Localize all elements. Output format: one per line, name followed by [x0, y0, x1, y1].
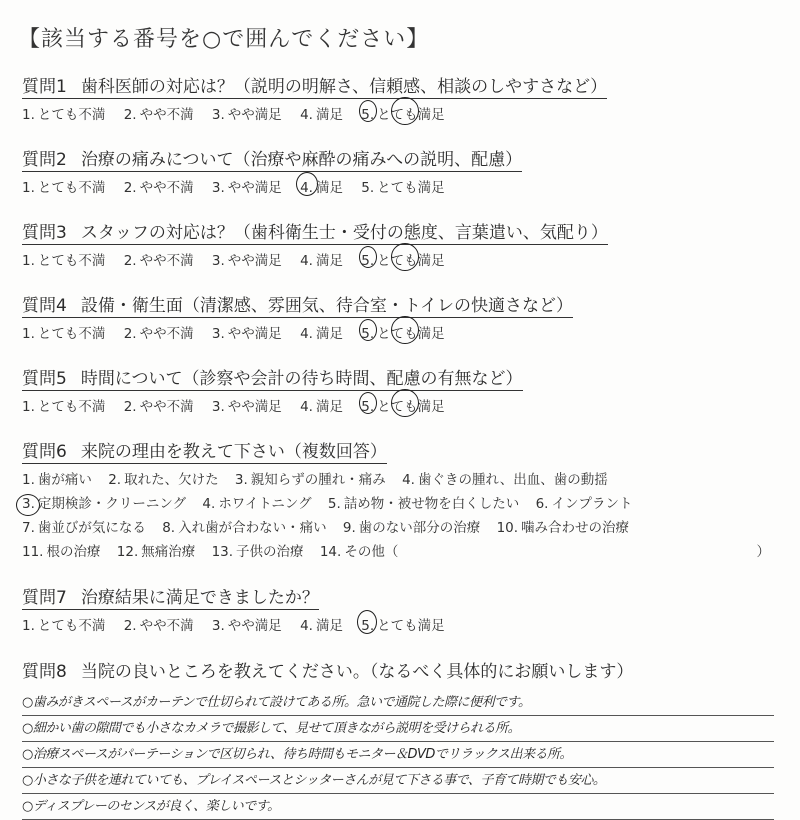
rating-option-5[interactable] — [361, 103, 444, 123]
option-label: とても不満 — [37, 326, 106, 342]
option-number: 2. — [123, 399, 137, 415]
question-text: 治療の痛みについて（治療や麻酔の痛みへの説明、配慮） — [80, 150, 523, 170]
option-label: 詰め物・被せ物を白くしたい — [343, 496, 520, 512]
rating-option-3[interactable] — [212, 176, 282, 196]
option-number: 4. — [300, 399, 313, 415]
question-number: 質問6 — [22, 442, 67, 462]
reason-option[interactable] — [22, 492, 186, 516]
reason-option-other[interactable] — [320, 540, 398, 564]
rating-option-3[interactable] — [212, 103, 282, 123]
option-label: その他（ — [344, 544, 399, 560]
rating-option-2[interactable] — [124, 249, 194, 269]
option-number: 3. — [211, 180, 225, 196]
option-number: 4. — [300, 180, 313, 196]
option-label: 親知らずの腫れ・痛み — [250, 472, 386, 488]
reason-option[interactable] — [402, 468, 608, 492]
option-number: 3. — [234, 472, 248, 488]
question-number: 質問2 — [22, 150, 67, 170]
reason-option[interactable] — [328, 492, 519, 516]
rating-option-1[interactable] — [22, 103, 105, 123]
question-number: 質問3 — [22, 223, 67, 243]
reason-option[interactable] — [162, 516, 326, 540]
option-number: 5. — [361, 326, 375, 342]
option-number: 4. — [300, 618, 313, 634]
option-label: 満足 — [315, 107, 343, 123]
option-number: 4. — [202, 496, 216, 512]
reason-option[interactable] — [22, 468, 92, 492]
rating-options — [22, 614, 782, 634]
option-label: やや不満 — [139, 107, 194, 123]
option-number: 1. — [22, 107, 35, 123]
option-label: やや不満 — [139, 618, 194, 634]
page-title: 【該当する番号を○で囲んでください】 — [18, 27, 430, 52]
rating-option-4[interactable] — [300, 176, 343, 196]
option-label: 歯ぐきの腫れ、出血、歯の動揺 — [417, 472, 608, 488]
reason-option[interactable] — [235, 468, 386, 492]
rating-option-2[interactable] — [124, 103, 194, 123]
option-number: 4. — [300, 107, 313, 123]
rating-option-1[interactable] — [22, 395, 105, 415]
option-label: とても不満 — [37, 618, 106, 634]
question-text: 当院の良いところを教えてください。（なるべく具体的にお願いします） — [80, 662, 634, 682]
answer-line: ○小さな子供を連れていても、プレイスペースとシッターさんが見て下さる事で、子育て時期でも安心。 — [22, 768, 774, 794]
option-number: 12. — [116, 544, 139, 560]
option-number: 1. — [22, 180, 35, 196]
rating-options — [22, 395, 782, 415]
question-header — [22, 72, 607, 99]
freeform-answer[interactable] — [22, 690, 774, 820]
rating-option-3[interactable] — [212, 395, 282, 415]
option-label: 噛み合わせの治療 — [521, 520, 630, 536]
question-number: 質問1 — [22, 77, 67, 97]
option-number: 9. — [342, 520, 356, 536]
answer-line: ○治療スペースがパーテーションで区切られ、待ち時間もモニター＆DVDでリラックス出来る所。 — [22, 742, 774, 768]
reason-option[interactable] — [212, 540, 304, 564]
option-label: とても不満 — [37, 399, 106, 415]
option-number: 1. — [22, 326, 35, 342]
reason-row — [22, 540, 782, 564]
option-label: やや満足 — [227, 326, 282, 342]
rating-option-1[interactable] — [22, 249, 105, 269]
option-label: とても不満 — [37, 107, 106, 123]
question-header — [22, 583, 319, 610]
question-number: 質問8 — [22, 662, 67, 682]
option-label: インプラント — [551, 496, 633, 512]
reason-options — [22, 468, 782, 564]
option-label: 満足 — [315, 618, 343, 634]
question-2 — [22, 145, 782, 196]
question-header — [22, 218, 608, 245]
option-number: 1. — [22, 399, 35, 415]
rating-option-2[interactable] — [124, 176, 194, 196]
rating-option-1[interactable] — [22, 322, 105, 342]
option-label: やや満足 — [227, 618, 282, 634]
option-number: 5. — [361, 399, 375, 415]
rating-options — [22, 176, 782, 196]
reason-option[interactable] — [117, 540, 195, 564]
option-label: 取れた、欠けた — [124, 472, 219, 488]
option-label: とても満足 — [377, 107, 445, 123]
option-label: とても満足 — [377, 618, 445, 634]
question-text: 設備・衛生面（清潔感、雰囲気、待合室・トイレの快適さなど） — [80, 296, 573, 316]
rating-option-5[interactable] — [361, 322, 444, 342]
rating-option-4[interactable] — [300, 395, 343, 415]
question-header — [22, 657, 633, 683]
question-text: スタッフの対応は？（歯科衛生士・受付の態度、言葉遣い、気配り） — [80, 223, 608, 243]
reason-option[interactable] — [343, 516, 480, 540]
option-number: 2. — [123, 107, 137, 123]
rating-option-2[interactable] — [124, 614, 194, 634]
reason-row — [22, 468, 782, 492]
other-close-paren: ） — [756, 544, 770, 560]
reason-option[interactable] — [22, 540, 100, 564]
option-label: 歯が痛い — [37, 472, 92, 488]
rating-option-4[interactable] — [300, 614, 343, 634]
option-number: 1. — [22, 253, 35, 269]
answer-line: ○細かい歯の隙間でも小さなカメラで撮影して、見せて頂きながら説明を受けられる所。 — [22, 716, 774, 742]
option-label: とても満足 — [377, 399, 445, 415]
option-number: 5. — [361, 253, 375, 269]
option-number: 4. — [300, 253, 313, 269]
question-number: 質問5 — [22, 369, 67, 389]
option-label: とても満足 — [377, 326, 445, 342]
option-number: 6. — [535, 496, 549, 512]
question-8 — [22, 657, 782, 683]
option-label: とても満足 — [377, 253, 445, 269]
reason-option[interactable] — [22, 516, 146, 540]
option-label: やや不満 — [139, 399, 194, 415]
question-number: 質問7 — [22, 588, 67, 608]
rating-options — [22, 322, 782, 342]
option-number: 11. — [22, 544, 44, 560]
reason-option[interactable] — [108, 468, 218, 492]
question-text: 時間について（診察や会計の待ち時間、配慮の有無など） — [80, 369, 523, 389]
option-label: やや満足 — [227, 253, 282, 269]
rating-option-4[interactable] — [300, 249, 343, 269]
option-number: 3. — [211, 618, 225, 634]
reason-option[interactable] — [536, 492, 633, 516]
option-label: 定期検診・クリーニング — [37, 496, 187, 512]
option-number: 2. — [123, 326, 137, 342]
option-number: 1. — [22, 472, 35, 488]
question-3 — [22, 218, 782, 269]
rating-option-2[interactable] — [124, 322, 194, 342]
answer-line: ○ディスプレーのセンスが良く、楽しいです。 — [22, 794, 774, 820]
option-number: 2. — [108, 472, 122, 488]
rating-option-1[interactable] — [22, 176, 105, 196]
option-number: 3. — [211, 107, 225, 123]
option-label: 満足 — [315, 326, 343, 342]
rating-option-5[interactable] — [361, 614, 444, 634]
question-4 — [22, 291, 782, 342]
option-number: 3. — [211, 399, 225, 415]
answer-line: ○歯みがきスペースがカーテンで仕切られて設けてある所。急いで通院した際に便利です。 — [22, 690, 774, 716]
question-7 — [22, 583, 782, 634]
option-label: やや不満 — [139, 326, 194, 342]
option-number: 5. — [327, 496, 341, 512]
option-number: 8. — [162, 520, 176, 536]
rating-options — [22, 103, 782, 123]
rating-option-2[interactable] — [124, 395, 194, 415]
option-label: とても満足 — [377, 180, 445, 196]
question-header — [22, 437, 387, 464]
rating-option-4[interactable] — [300, 322, 343, 342]
rating-option-4[interactable] — [300, 103, 343, 123]
option-label: とても不満 — [37, 180, 106, 196]
rating-option-1[interactable] — [22, 614, 105, 634]
option-number: 2. — [123, 180, 137, 196]
question-5 — [22, 364, 782, 415]
rating-option-3[interactable] — [212, 614, 282, 634]
option-label: 満足 — [315, 180, 343, 196]
rating-option-5[interactable] — [361, 395, 444, 415]
rating-option-3[interactable] — [212, 322, 282, 342]
question-number: 質問4 — [22, 296, 67, 316]
option-number: 4. — [300, 326, 313, 342]
option-number: 10. — [496, 520, 519, 536]
rating-option-5[interactable] — [361, 176, 444, 196]
option-label: 満足 — [315, 253, 343, 269]
rating-options — [22, 249, 782, 269]
option-label: 歯並びが気になる — [37, 520, 146, 536]
option-label: やや不満 — [139, 180, 194, 196]
option-label: 子供の治療 — [236, 544, 304, 560]
option-number: 2. — [123, 618, 137, 634]
question-text: 治療結果に満足できましたか？ — [80, 588, 319, 608]
question-text: 歯科医師の対応は？（説明の明解さ、信頼感、相談のしやすさなど） — [80, 77, 608, 97]
option-number: 5. — [361, 618, 375, 634]
rating-option-3[interactable] — [212, 249, 282, 269]
question-header — [22, 145, 522, 172]
question-6 — [22, 437, 782, 564]
option-number: 5. — [361, 180, 375, 196]
option-number: 4. — [402, 472, 415, 488]
option-number: 14. — [319, 544, 342, 560]
option-label: やや満足 — [227, 399, 282, 415]
option-label: 満足 — [315, 399, 343, 415]
option-label: やや満足 — [227, 107, 282, 123]
option-number: 7. — [22, 520, 35, 536]
option-number: 2. — [123, 253, 137, 269]
reason-row — [22, 516, 782, 540]
option-number: 3. — [22, 496, 35, 512]
option-number: 3. — [211, 326, 225, 342]
option-label: 根の治療 — [46, 544, 101, 560]
reason-row — [22, 492, 782, 516]
option-label: 入れ歯が合わない・痛い — [178, 520, 327, 536]
option-number: 1. — [22, 618, 35, 634]
question-header — [22, 291, 573, 318]
question-header — [22, 364, 523, 391]
option-label: やや不満 — [139, 253, 194, 269]
reason-option[interactable] — [497, 516, 629, 540]
option-label: ホワイトニング — [218, 496, 312, 512]
option-label: やや満足 — [227, 180, 282, 196]
option-label: とても不満 — [37, 253, 106, 269]
option-number: 13. — [211, 544, 234, 560]
question-text: 来院の理由を教えて下さい（複数回答） — [80, 442, 387, 462]
option-label: 歯のない部分の治療 — [358, 520, 481, 536]
option-number: 3. — [211, 253, 225, 269]
option-number: 5. — [361, 107, 375, 123]
rating-option-5[interactable] — [361, 249, 444, 269]
reason-option[interactable] — [202, 492, 311, 516]
question-1 — [22, 72, 782, 123]
option-label: 無痛治療 — [141, 544, 196, 560]
